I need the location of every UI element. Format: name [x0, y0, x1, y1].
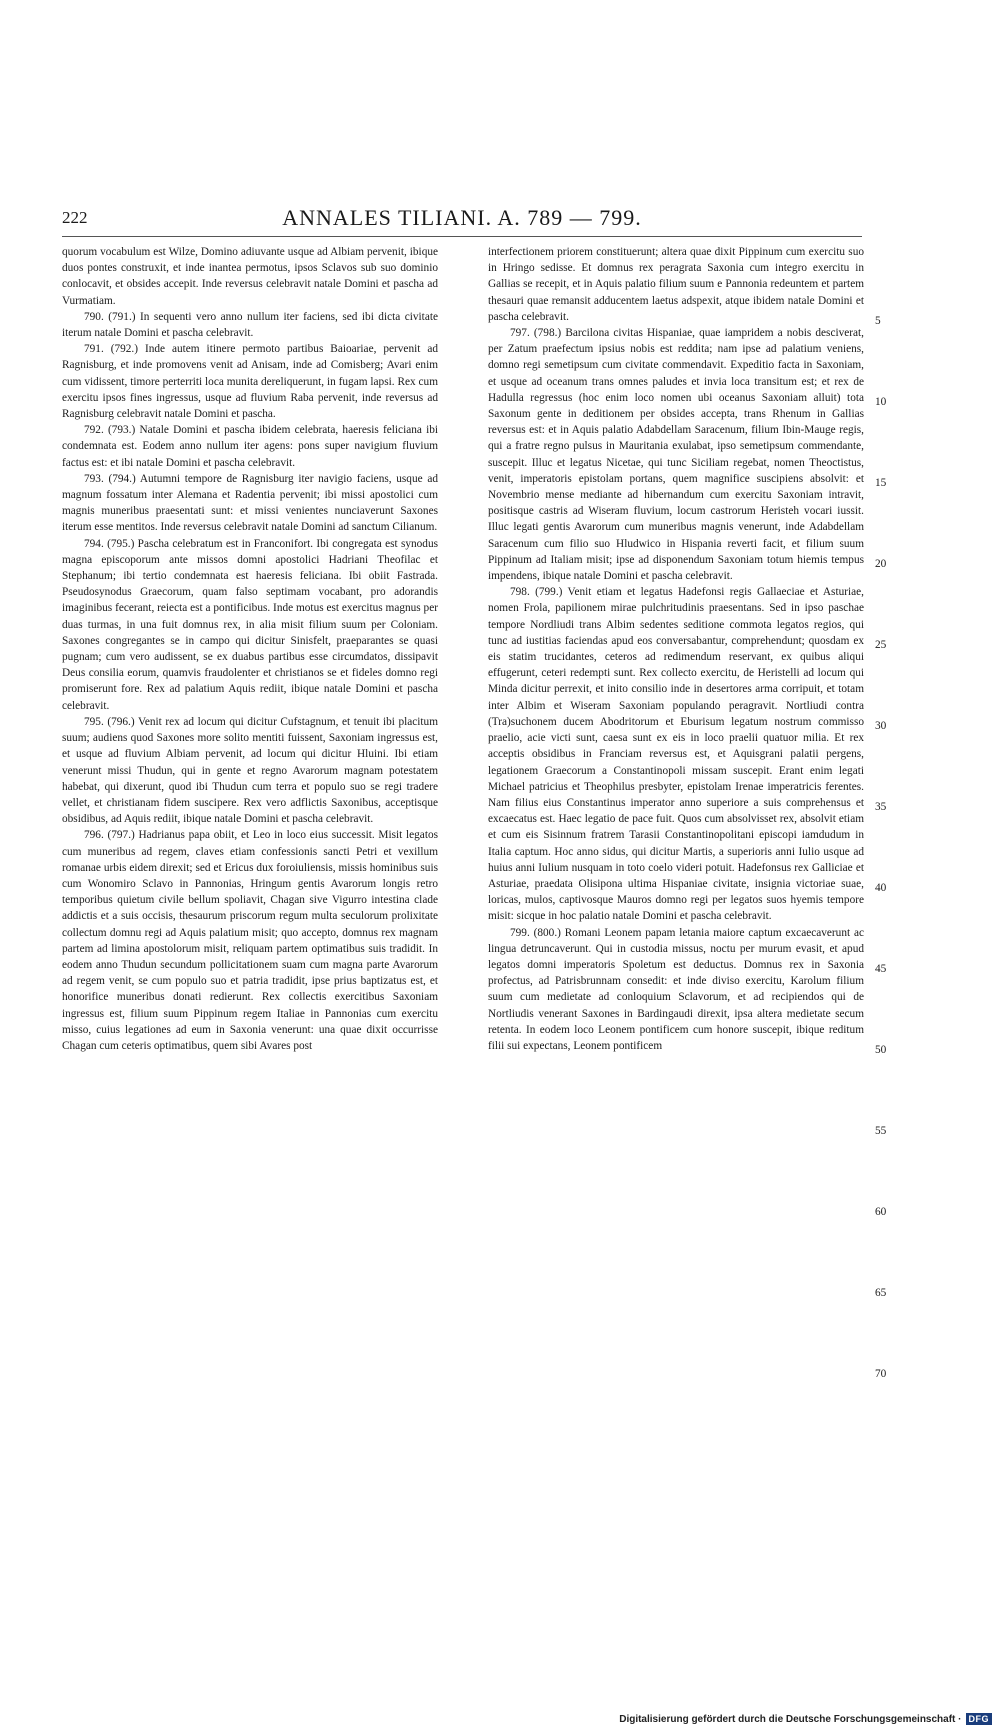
- page-number: 222: [62, 208, 88, 227]
- line-number: 25: [875, 638, 887, 651]
- paragraph: 798. (799.) Venit etiam et legatus Hadefonsi regis Gallaeciae et Asturiae, nomen Frola, papilionem mirae pulchritudinis praesentans. Sed in ipso paschae tempore Nordliudi trans Albim sedentes seditione commota legatos regios, qui tunc ad iustitias faciendas apud eos conversabantur, comprehendunt; quosdam ex eis statim trucidantes, ceteros ad redimendum reservant, ex quibus aliqui effugerunt, ceteri redempti sunt. Rex collecto exercitu, de Heristelli ad locum qui Minda dicitur perrexit, et inito consilio inde in desertores arma corripuit, et totam inter Albim et Wiseram Saxoniam populando peragravit. Nortliudi contra (Tra)suchonem ducem Abodritorum et Eburisum legatum nostrum commisso praelio, acie victi sunt, caesa sunt ex eis in loco praelii quatuor milia. Et rex acceptis obsidibus in Franciam reversus est, et Aquisgrani palatii pergens, legationem Graecorum a Constantinopoli missam suscepit. Erant enim legati Michael patricius et Theophilus presbyter, epistolam Irenae imperatricis ferentes. Nam filius eius Constantinus imperator anno superiore a suis comprehensus et excaecatus est. Haec legatio de pace fuit. Quos cum absolvisset rex, absolvit etiam et cum eis Sisinnum fratrem Tarasii Constantinopolitani episcopi iamdudum in Italia captum. Hoc anno sidus, qui dicitur Martis, a superioris anni Iulio usque ad huius anni Iulium nusquam in toto coelo videri potuit. Hadefonsus rex Galliciae et Asturiae, praedata Olisipona ultima Hispaniae civitate, insignia victoriae suae, loricas, mulos, captivosque Mauros domno regi per legatos suos hyemis tempore misit: sicque in hoc palatio natale Domini et pascha celebravit.: [488, 586, 864, 923]
- paragraph: 790. (791.) In sequenti vero anno nullum iter faciens, sed ibi dicta civitate iterum natale Domini et pascha celebravit.: [62, 310, 438, 340]
- paragraph: 796. (797.) Hadrianus papa obiit, et Leo in loco eius successit. Misit legatos cum muneribus ad regem, claves etiam confessionis sancti Petri et vexillum romanae urbis eidem direxit; sed et Ericus dux foroiuliensis, missis hominibus suis cum Wonomiro Sclavo in Pannonias, Hringum gentis Avarorum longis retro temporibus quietum civile bellum spoliavit, Chagan sive Vigurro intestina clade addictis et a suis occisis, thesaurum priscorum regum multa seculorum prolixitate collectum domnu regi ad Aquis palatium misit; quo accepto, domnus rex magnam partem ad limina apostolorum misit, reliquam partem optimatibus suis tradidit. In eodem anno Thudun secundum pollicitationem suam cum magna parte Avarorum ad regem venit, se cum populo suo et patria tradidit, ipse prius baptizatus est, et honorifice muneribus donati redierunt. Rex collectis exercitibus Saxoniam ingressus est, filium suum Pippinum regem Italiae in Pannonias cum exercitu misso, cuius legationes ad eum in Saxonia venerunt: una quae dixit occurrisse Chagan cum ceteris optimatibus, quem sibi Avares post: [62, 829, 438, 1052]
- line-number: 20: [875, 557, 887, 570]
- paragraph: 791. (792.) Inde autem itinere permoto partibus Baioariae, pervenit ad Ragnisburg, et inde promovens venit ad Anisam, inde ad Comisberg; Avari enim cum vidissent, timore perterriti loca munita dereliquerunt, in fugam lapsi. Rex cum exercitu ipsos fines ingressus, usque ad fluvium Raba pervenit, inde reversus ad Ragnisburg celebravit natale Domini et pascha.: [62, 343, 438, 421]
- paragraph: 795. (796.) Venit rex ad locum qui dicitur Cufstagnum, et tenuit ibi placitum suum; audiens quod Saxones more solito mentiti fuissent, Saxoniam ingressus est, et usque ad fluvium Albiam pervenit, ad locum qui dicitur Hluini. Ibi etiam venerunt missi Thudun, qui in gente et regno Avarorum magnam potestatem habebat, qui dixerunt, quod ibi Thudun cum terra et populo suo se regi tradere vellet, et christianam fidem suscipere. Rex vero adflictis Saxonibus, acceptisque obsidibus, ad Aquis rediit, ibique natale Domini et pascha celebravit.: [62, 715, 438, 826]
- left-column: [62, 244, 438, 1054]
- line-number: 60: [875, 1205, 887, 1218]
- paragraph: 792. (793.) Natale Domini et pascha ibidem celebrata, haeresis feliciana ibi condemnata est. Eodem anno nullum iter agens: pons super navigium fluvium factus est: et ibi natale Domini et pascha celebravit.: [62, 424, 438, 469]
- footer-text: Digitalisierung gefördert durch die Deutsche Forschungsgemeinschaft ·: [619, 1713, 962, 1725]
- running-title: ANNALES TILIANI. A. 789 — 799.: [282, 205, 642, 230]
- line-number: 45: [875, 962, 887, 975]
- paragraph: interfectionem priorem constituerunt; altera quae dixit Pippinum cum exercitu suo in Hringo sedisse. Et domnus rex peragrata Saxonia cum integro exercitu in Gallias se recepit, et in Aquis palatio filium suum e Pannonia redeuntem et partem thesauri quae remansit adducentem laetus adspexit, atque ibidem natale Domini et pascha celebravit.: [488, 246, 864, 323]
- line-number: 35: [875, 800, 887, 813]
- page-header: [62, 206, 862, 237]
- line-number: 10: [875, 395, 887, 408]
- line-number: 50: [875, 1043, 887, 1056]
- line-number: 15: [875, 476, 887, 489]
- right-column: [488, 244, 864, 1054]
- line-number: 40: [875, 881, 887, 894]
- paragraph: 799. (800.) Romani Leonem papam letania maiore captum excaecaverunt ac lingua detruncaverunt. Qui in custodia missus, noctu per murum evasit, et apud legatos domni imperatoris Spoletum est deductus. Domnus rex in Saxonia profectus, ad Patrisbrunnam consedit: et inde diviso exercitu, Karolum filium suum cum medietate ad conloquium Sclavorum, et ad recipiendos qui de Nortliudis venerant Saxones in Bardingaudi direxit, ipsa altera medietate secum retenta. In eodem loco Leonem pontificem cum honore suscepit, ibique reditum filii sui expectans, Leonem pontificem: [488, 926, 864, 1052]
- paragraph: 793. (794.) Autumni tempore de Ragnisburg iter navigio faciens, usque ad magnum fossatum inter Alemana et Radentia pervenit; ibi missi apostolici cum magnis muneribus praesentati sunt: et missi venientes nunciaverunt Saxones iterum esse mentitos. Inde reversus celebravit natale Domini ad sanctum Cilianum.: [62, 472, 438, 534]
- line-number: 30: [875, 719, 887, 732]
- dfg-logo: DFG: [966, 1713, 993, 1725]
- line-number: 70: [875, 1367, 887, 1380]
- paragraph: quorum vocabulum est Wilze, Domino adiuvante usque ad Albiam pervenit, ibique duos pontes construxit, et inde inantea permotus, ipsos Sclavos sub suo dominio conlocavit, et obsides accepit. Inde reversus celebravit natale Domini et pascha ad Vurmatiam.: [62, 246, 438, 307]
- line-number: 5: [875, 314, 881, 327]
- line-number: 65: [875, 1286, 887, 1299]
- footer: [619, 1713, 992, 1725]
- line-number: 55: [875, 1124, 887, 1137]
- paragraph: 794. (795.) Pascha celebratum est in Franconifort. Ibi congregata est synodus magna episcoporum ante missos domni apostolici Hadriani Theofilac et Stephanum; ibi tertio condemnata est haeresis feliciana. Ibi obiit Fastrada. Pseudosynodus Graecorum, quam falso septimam vocabant, pro adorandis imaginibus fecerant, reiecta est a pontificibus. Inde motus est exercitus magnus per duas turmas, in una fuit domnus rex, in alia misit filium suum per Coloniam. Saxones congregantes se in campo qui dicitur Sinisfelt, praeparantes se quasi pugnam; cum vero audissent, se ex duabus partibus esse circumdatos, dissipavit Deus consilia eorum, quamvis fraudolenter et christianos se et fideles domno regi promiserunt fore. Rex ad palatium Aquis rediit, ibique natale Domini et pascha celebravit.: [62, 537, 438, 712]
- paragraph: 797. (798.) Barcilona civitas Hispaniae, quae iampridem a nobis desciverat, per Zatum praefectum ipsius nobis est reddita; nam ipse ad palatium veniens, domno regi semetipsum cum civitate commendavit. Expeditio facta in Saxoniam, et usque ad oceanum trans omnes paludes et invia loca transitum est; et rex de Hadulla regressus (hoc enim loco nomen ubi oceanus Saxoniam alluit) tota Saxonum gente in deditionem per obsides accepta, trans Rhenum in Gallias reversus est: et in Aquis palatio Adabdellam Saracenum, filium Ibin-Mauge regis, qui a fratre regno pulsus in Mauritania exulabat, ipso semetipsum commendante, suscepit. Illuc et legatus Nicetae, qui tunc Siciliam regebat, nomen Theoctistus, venit, imperatoris epistolam portans, quem magnifice suscipiens absolvit: et Novembrio mense mediante ad hibernandum cum exercitu Saxoniam intravit, positisque castris ad Wiseram fluvium, locum castrorum Heristeh vocari iussit. Illuc legati gentis Avarorum cum muneribus magnis venerunt, inde Adabdellam Saracenum cum filio suo Hludwico in Hispania reverti facit, et filium suum Pippinum ad Italiam misit; ipse ad disponendum Saxoniam totum hiemis tempus impendens, ibique natale Domini et pascha celebravit.: [488, 327, 864, 583]
